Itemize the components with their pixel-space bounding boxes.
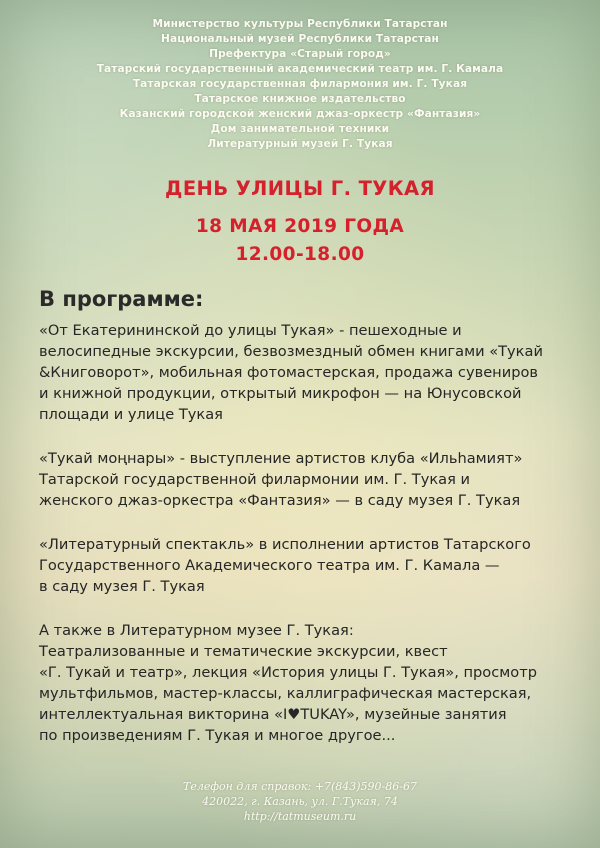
organizer-item: Дом занимательной техники <box>210 123 390 135</box>
contact-phone: Телефон для справок: +7(843)590-86-67 <box>183 780 417 793</box>
event-date: 18 МАЯ 2019 ГОДА <box>195 216 405 237</box>
organizers-list <box>0 17 600 152</box>
program-item-excursions: «От Екатерининской до улицы Тукая» - пешеходные и велосипедные экскурсии, безвозмездный обмен книгами «Тукай &Книговорот», мобильная фотомастерская, продажа сувениров и книжной продукции, открытый микрофон — на Юнусовской площади и улице Тукая <box>39 322 543 423</box>
event-time: 12.00-18.00 <box>235 244 365 265</box>
organizer-item: Министерство культуры Республики Татарстан <box>152 18 448 30</box>
program-item-museum-activities: А также в Литературном музее Г. Тукая: Театрализованные и тематические экскурсии, квест «Г. Тукай и театр», лекция «История улицы Г. Тукая», просмотр мультфильмов, мастер-классы, каллиграфическая мастерская, интеллектуальная викторина «I♥TUKAY», музейные занятия по произведениям Г. Тукая и многое другое... <box>39 622 537 744</box>
organizer-item: Татарский государственный академический театр им. Г. Камала <box>96 63 504 75</box>
contact-address: 420022, г. Казань, ул. Г.Тукая, 74 <box>202 795 398 808</box>
program-item-concert: «Тукай моңнары» - выступление артистов клуба «Ильһамият» Татарской государственной филармонии им. Г. Тукая и женского джаз-оркестра «Фантазия» — в саду музея Г. Тукая <box>39 450 523 509</box>
organizer-item: Национальный музей Республики Татарстан <box>161 33 439 45</box>
program-item-performance: «Литературный спектакль» в исполнении артистов Татарского Государственного Академического театра им. Г. Камала — в саду музея Г. Тукая <box>39 536 531 595</box>
organizer-item: Литературный музей Г. Тукая <box>207 138 393 150</box>
program-section <box>39 320 569 746</box>
website-link[interactable]: http://tatmuseum.ru <box>243 810 357 823</box>
organizer-item: Татарская государственная филармония им. Г. Тукая <box>132 78 468 90</box>
organizer-item: Татарское книжное издательство <box>194 93 406 105</box>
organizer-item: Префектура «Старый город» <box>209 48 391 60</box>
organizer-item: Казанский городской женский джаз-оркестр «Фантазия» <box>119 108 481 120</box>
event-title: ДЕНЬ УЛИЦЫ Г. ТУКАЯ <box>165 177 435 200</box>
program-heading: В программе: <box>39 287 204 311</box>
contact-footer <box>0 779 600 824</box>
